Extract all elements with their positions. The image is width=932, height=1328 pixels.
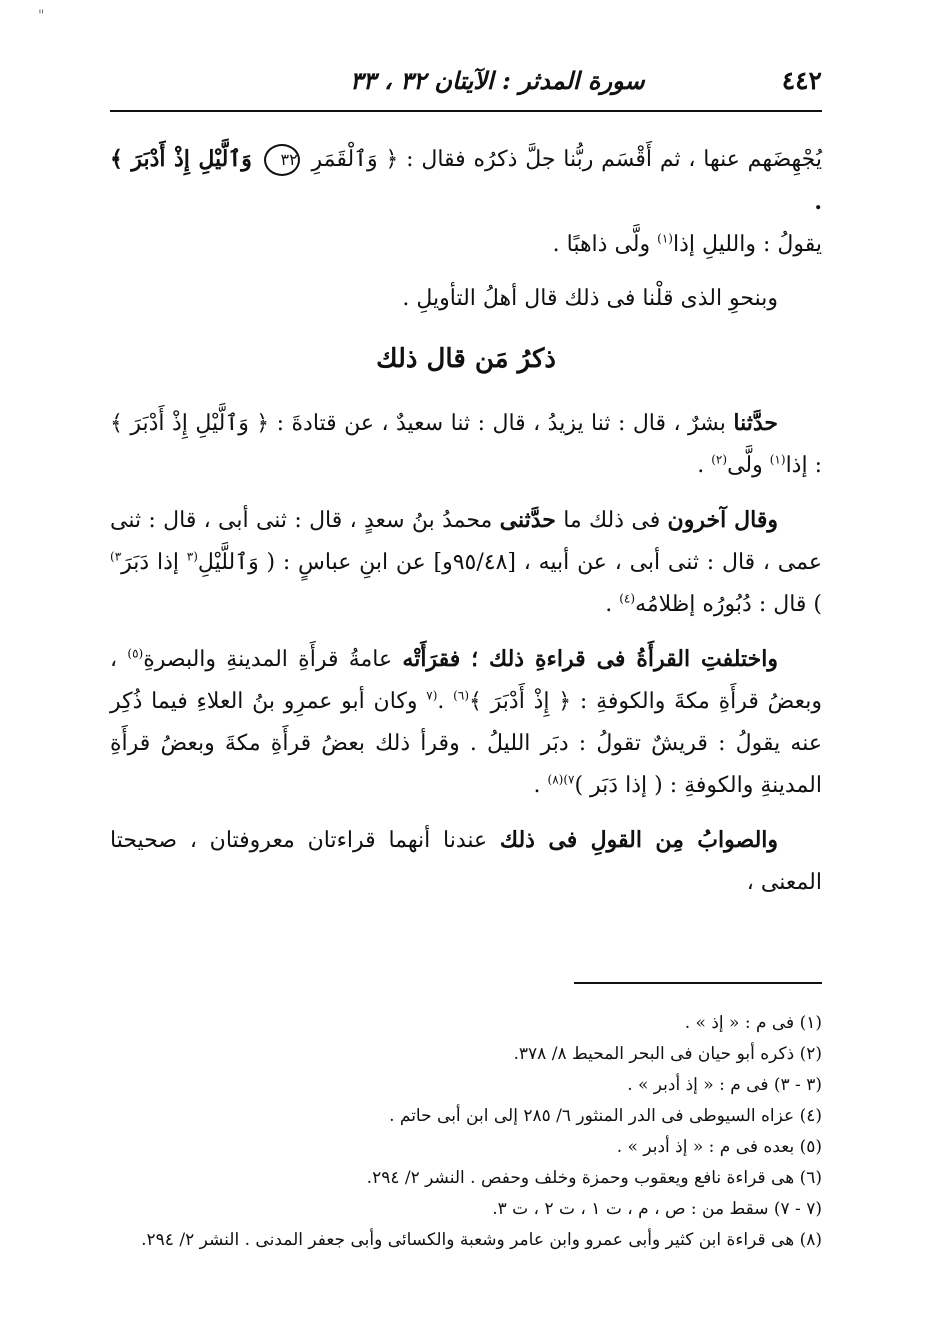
p6-text-a: عندنا أنهما قراءتان معروفتان ، صحيحتا المعنى ، — [110, 828, 822, 895]
footnote: (٤) عزاه السيوطى فى الدر المنثور ٦/ ٢٨٥ إلى ابن أبى حاتم . — [389, 1106, 822, 1126]
footnote: (٢) ذكره أبو حيان فى البحر المحيط ٨/ ٣٧٨. — [513, 1044, 822, 1064]
p5-text-b: ، وبعضُ قرأَةِ مكةَ والكوفةِ : ﴿ إِذْ أَدْبَرَ ﴾ — [110, 647, 822, 714]
paragraph-4 — [110, 499, 822, 626]
footnote: (٦) هى قراءة نافع ويعقوب وحمزة وخلف وحفص . النشر ٢/ ٢٩٤. — [366, 1168, 822, 1188]
p3-text-a: بشرٌ ، قال : ثنا يزيدُ ، قال : ثنا سعيدٌ ، عن قتادةَ : ﴿ وَٱلَّيْلِ إِذْ أَدْبَرَ ﴾ : إذا — [110, 411, 822, 478]
p1-text-a: يُجْهِضَهم عنها ، ثم أَقْسَم ربُّنا جلَّ ذكرُه فقال : ﴿ وَٱلْقَمَرِ — [311, 147, 823, 172]
footnote-ref: ٧) — [563, 772, 575, 787]
footnote-ref: (٧ — [426, 688, 438, 703]
footnote: (١) فى م : « إذ » . — [684, 1013, 822, 1033]
page-header — [110, 60, 822, 112]
footnote-ref: (٢) — [711, 452, 728, 467]
paragraph-2: وبنحوِ الذى قلْنا فى ذلك قال أهلُ التأويلِ . — [402, 286, 778, 311]
p3-lead: حدَّثنا — [733, 410, 778, 436]
p4-lead: وقال آخرون — [667, 507, 778, 533]
p5-text-a: عامةُ قرأَةِ المدينةِ والبصرةِ — [143, 647, 393, 672]
footnote-ref: (٥) — [127, 646, 144, 661]
footnote-rule — [574, 982, 822, 984]
paragraph-1 — [110, 138, 822, 266]
header-rule — [110, 110, 822, 112]
p5-lead: واختلفتِ القرأَةُ فى قراءةِ ذلك ؛ فقرَأَتْه — [402, 646, 778, 672]
p4-text-c: إذا دَبَرَ — [121, 550, 179, 575]
footnote-ref: (١) — [657, 231, 673, 246]
p6-lead: والصوابُ مِن القولِ فى ذلك — [499, 827, 779, 853]
footnote: (٣ - ٣) فى م : « إذ أدبر » . — [627, 1075, 822, 1095]
p4-text-b: محمدُ بنُ سعدٍ ، قال : ثنى أبى ، قال : ثنى عمى ، قال : ثنى أبى ، عن أبيه ، [٩٥/٤٨و] عن ابنِ عباسٍ : ( وَٱللَّيْلِ — [110, 508, 822, 575]
p4-text-e: . — [605, 592, 613, 617]
footnote-ref: (٣ — [186, 549, 198, 564]
p3-text-b: ولَّى — [727, 453, 763, 478]
p5-text-d: وكان أبو عمرِو بنُ العلاءِ فيما ذُكِر عنه يقولُ : قريشٌ تقولُ : دبَر الليلُ . وقرأ ذلك بعضُ قرأَةِ مكةَ وبعضُ قرأَةِ المدينةِ والكوفةِ : ( إذا دَبَر ) — [110, 689, 822, 798]
p1-text-b: وَٱلَّيْلِ إِذْ أَدْبَرَ ﴾ . — [110, 146, 822, 215]
p1-text-d: ولَّى ذاهبًا . — [552, 232, 651, 257]
section-heading: ذكرُ مَن قال ذلك — [376, 344, 556, 374]
p5-text-c: . — [437, 689, 445, 714]
corner-mark: " — [38, 8, 45, 24]
footnote: (٧ - ٧) سقط من : ص ، م ، ت ١ ، ت ٢ ، ت ٣. — [492, 1199, 822, 1219]
footnote: (٥) بعده فى م : « إذ أدبر » . — [616, 1137, 822, 1157]
p3-text-c: . — [697, 453, 705, 478]
ayah-number-badge: ٣٢ — [264, 144, 300, 176]
footnote-ref: (٦) — [453, 688, 469, 703]
p5-text-e: . — [533, 773, 541, 798]
p4-text-d: ) قال : دُبُورُه إظلامُه — [635, 592, 822, 617]
paragraph-3 — [110, 402, 822, 487]
p4-lead-2: حدَّثنى — [499, 507, 556, 533]
paragraph-5 — [110, 638, 822, 807]
p4-text-a: فى ذلك ما — [563, 508, 661, 533]
footnote-ref: (١) — [769, 452, 786, 467]
footnote: (٨) هى قراءة ابن كثير وأبى عمرو وابن عامر وشعبة والكسائى وأبى جعفر المدنى . النشر ٢/ ٢٩٤. — [141, 1230, 822, 1250]
footnote-ref: (٨) — [547, 772, 564, 787]
footnote-ref: ٣) — [110, 549, 122, 564]
running-title: سورة المدثر : الآيتان ٣٢ ، ٣٣ — [350, 66, 645, 95]
footnote-ref: (٤) — [619, 591, 636, 606]
p1-text-c: يقولُ : والليلِ إذا — [672, 232, 822, 257]
page-number: ٤٤٢ — [781, 66, 822, 95]
footnotes — [110, 1008, 822, 1256]
main-text — [110, 138, 822, 916]
paragraph-6 — [110, 819, 822, 904]
